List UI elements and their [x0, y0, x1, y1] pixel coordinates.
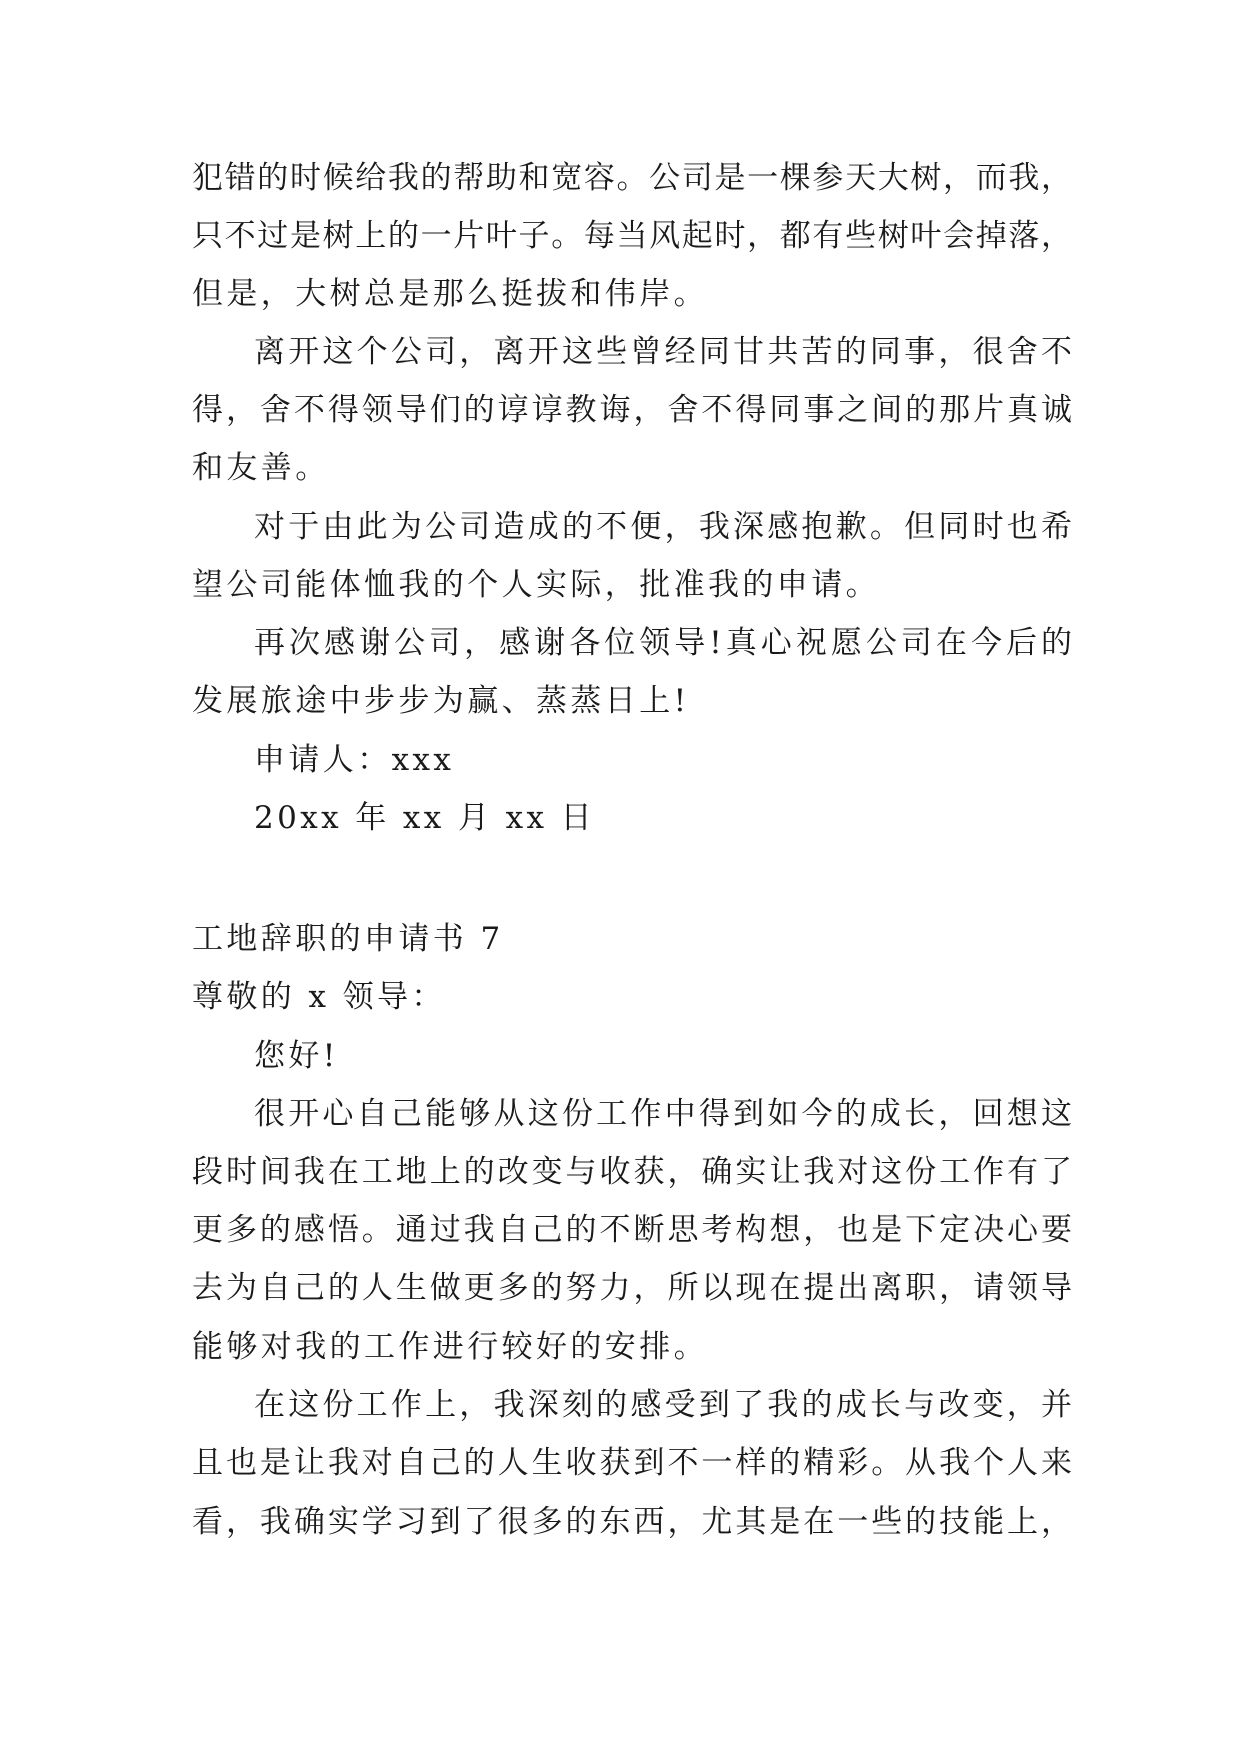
paragraph-line: 得，舍不得领导们的谆谆教诲，舍不得同事之间的那片真诚: [192, 392, 1072, 428]
signature-date: 20xx 年 xx 月 xx 日: [254, 800, 596, 836]
paragraph-line: 能够对我的工作进行较好的安排。: [192, 1329, 708, 1365]
paragraph-line: 只不过是树上的一片叶子。每当风起时，都有些树叶会掉落，: [192, 218, 1072, 254]
paragraph-first-line: 很开心自己能够从这份工作中得到如今的成长，回想这: [254, 1096, 1072, 1132]
paragraph-line: 发展旅途中步步为赢、蒸蒸日上!: [192, 683, 690, 719]
paragraph-line: 去为自己的人生做更多的努力，所以现在提出离职，请领导: [192, 1270, 1072, 1306]
applicant-signature: 申请人：xxx: [254, 742, 455, 778]
paragraph-line: 和友善。: [192, 450, 330, 486]
paragraph-first-line: 在这份工作上，我深刻的感受到了我的成长与改变，并: [254, 1387, 1072, 1423]
section-title: 工地辞职的申请书 7: [192, 921, 504, 957]
paragraph-first-line: 对于由此为公司造成的不便，我深感抱歉。但同时也希: [254, 509, 1072, 545]
salutation: 尊敬的 x 领导：: [192, 979, 446, 1015]
paragraph-first-line: 再次感谢公司，感谢各位领导!真心祝愿公司在今后的: [254, 625, 1072, 661]
paragraph-line: 但是，大树总是那么挺拔和伟岸。: [192, 276, 708, 312]
paragraph-first-line: 离开这个公司，离开这些曾经同甘共苦的同事，很舍不: [254, 334, 1072, 370]
paragraph-line: 犯错的时候给我的帮助和宽容。公司是一棵参天大树，而我，: [192, 160, 1072, 196]
paragraph-line: 段时间我在工地上的改变与收获，确实让我对这份工作有了: [192, 1154, 1072, 1190]
greeting: 您好!: [254, 1038, 339, 1074]
paragraph-line: 且也是让我对自己的人生收获到不一样的精彩。从我个人来: [192, 1445, 1072, 1481]
paragraph-line: 更多的感悟。通过我自己的不断思考构想，也是下定决心要: [192, 1212, 1072, 1248]
paragraph-line: 看，我确实学习到了很多的东西，尤其是在一些的技能上，: [192, 1504, 1072, 1540]
paragraph-line: 望公司能体恤我的个人实际，批准我的申请。: [192, 567, 880, 603]
